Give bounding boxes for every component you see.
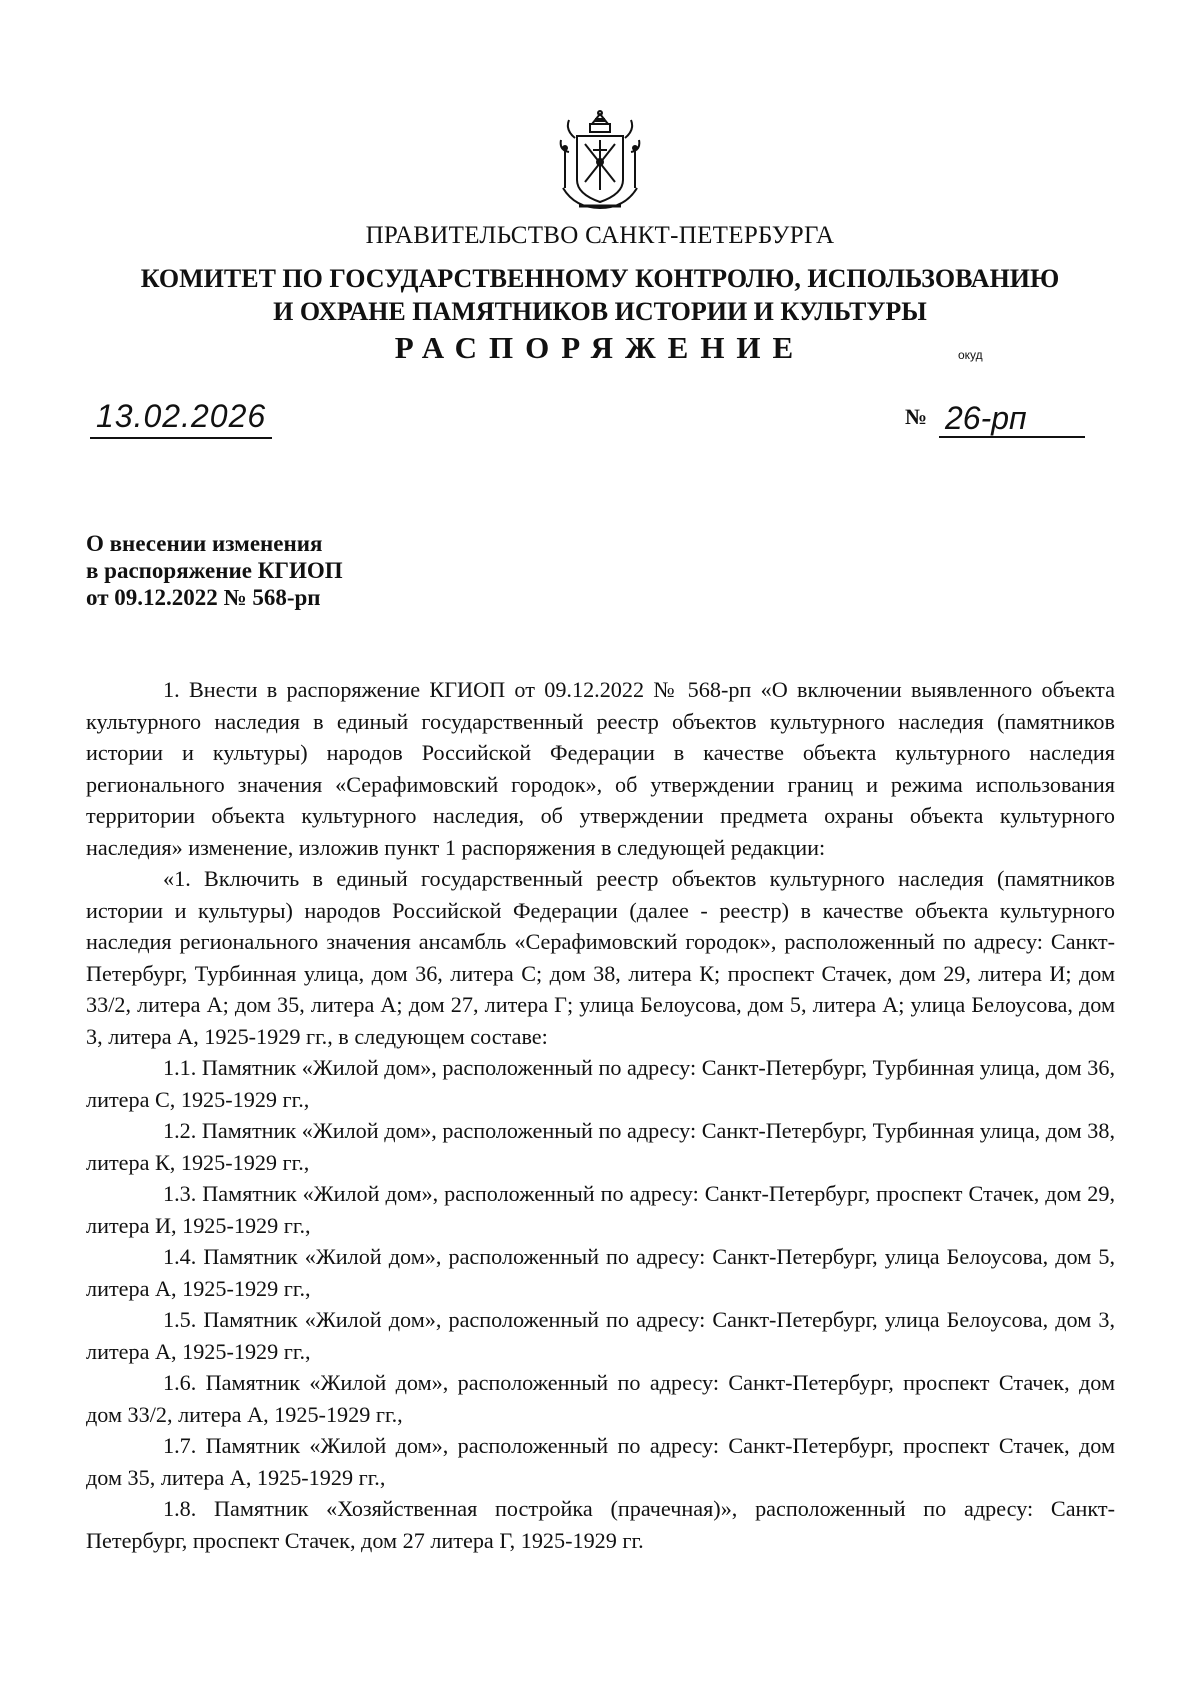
document-subject — [86, 530, 343, 611]
list-item: 1.7. Памятник «Жилой дом», расположенный по адресу: Санкт-Петербург, проспект Стачек, дом дом 35, литера А, 1925-1929 гг., — [86, 1433, 1115, 1490]
body-paragraph-1: 1. Внести в распоряжение КГИОП от 09.12.2022 № 568-рп «О включении выявленного объекта культурного наследия в единый государственный реестр объектов культурного наследия (памятников истории и культуры) народов Российской Федерации в качестве объекта культурного наследия регионального значения «Серафимовский городок», об утверждении границ и режима использования территории объекта культурного наследия, об утверждении предмета охраны объекта культурного наследия» изменение, изложив пункт 1 распоряжения в следующей редакции: — [86, 677, 1115, 860]
document-type-title: РАСПОРЯЖЕНИЕ — [394, 330, 806, 365]
committee-title-line-2: И ОХРАНЕ ПАМЯТНИКОВ ИСТОРИИ И КУЛЬТУРЫ — [273, 297, 927, 326]
okud-label: окуд — [958, 348, 983, 362]
subject-line-1: О внесении изменения — [86, 531, 323, 556]
body-paragraph-2: «1. Включить в единый государственный реестр объектов культурного наследия (памятников истории и культуры) народов Российской Федерации (далее - реестр) в качестве объекта культурного наследия регионального значения ансамбль «Серафимовский городок», расположенный по адресу: Санкт-Петербург, Турбинная улица, дом 36, литера С; дом 38, литера К; проспект Стачек, дом 29, литера И; дом 33/2, литера А; дом 35, литера А; дом 27, литера Г; улица Белоусова, дом 5, литера А; улица Белоусова, дом 3, литера А, 1925-1929 гг., в следующем составе: — [86, 866, 1115, 1049]
subject-line-3: от 09.12.2022 № 568-рп — [86, 585, 321, 610]
list-item: 1.5. Памятник «Жилой дом», расположенный по адресу: Санкт-Петербург, улица Белоусова, дом 3, литера А, 1925-1929 гг., — [86, 1307, 1115, 1364]
document-date: 13.02.2026 — [90, 398, 272, 439]
document-number-value: 26-рп — [939, 400, 1085, 438]
document-number — [905, 400, 1081, 434]
list-item: 1.4. Памятник «Жилой дом», расположенный по адресу: Санкт-Петербург, улица Белоусова, дом 5, литера А, 1925-1929 гг., — [86, 1244, 1115, 1301]
list-item: 1.8. Памятник «Хозяйственная постройка (прачечная)», расположенный по адресу: Санкт-Петербург, проспект Стачек, дом 27 литера Г, 1925-1929 гг. — [86, 1496, 1115, 1553]
committee-title — [0, 262, 1200, 328]
committee-title-line-1: КОМИТЕТ ПО ГОСУДАРСТВЕННОМУ КОНТРОЛЮ, ИСПОЛЬЗОВАНИЮ — [140, 264, 1060, 293]
st-petersburg-coat-of-arms-icon — [555, 110, 645, 215]
list-item: 1.3. Памятник «Жилой дом», расположенный по адресу: Санкт-Петербург, проспект Стачек, дом 29, литера И, 1925-1929 гг., — [86, 1181, 1115, 1238]
list-item: 1.2. Памятник «Жилой дом», расположенный по адресу: Санкт-Петербург, Турбинная улица, дом 38, литера К, 1925-1929 гг., — [86, 1118, 1115, 1175]
list-item: 1.6. Памятник «Жилой дом», расположенный по адресу: Санкт-Петербург, проспект Стачек, дом дом 33/2, литера А, 1925-1929 гг., — [86, 1370, 1115, 1427]
document-body — [86, 674, 1115, 1556]
subject-line-2: в распоряжение КГИОП — [86, 558, 343, 583]
number-sign: № — [905, 404, 928, 429]
government-title: ПРАВИТЕЛЬСТВО САНКТ-ПЕТЕРБУРГА — [365, 222, 835, 249]
list-item: 1.1. Памятник «Жилой дом», расположенный по адресу: Санкт-Петербург, Турбинная улица, дом 36, литера С, 1925-1929 гг., — [86, 1055, 1115, 1112]
